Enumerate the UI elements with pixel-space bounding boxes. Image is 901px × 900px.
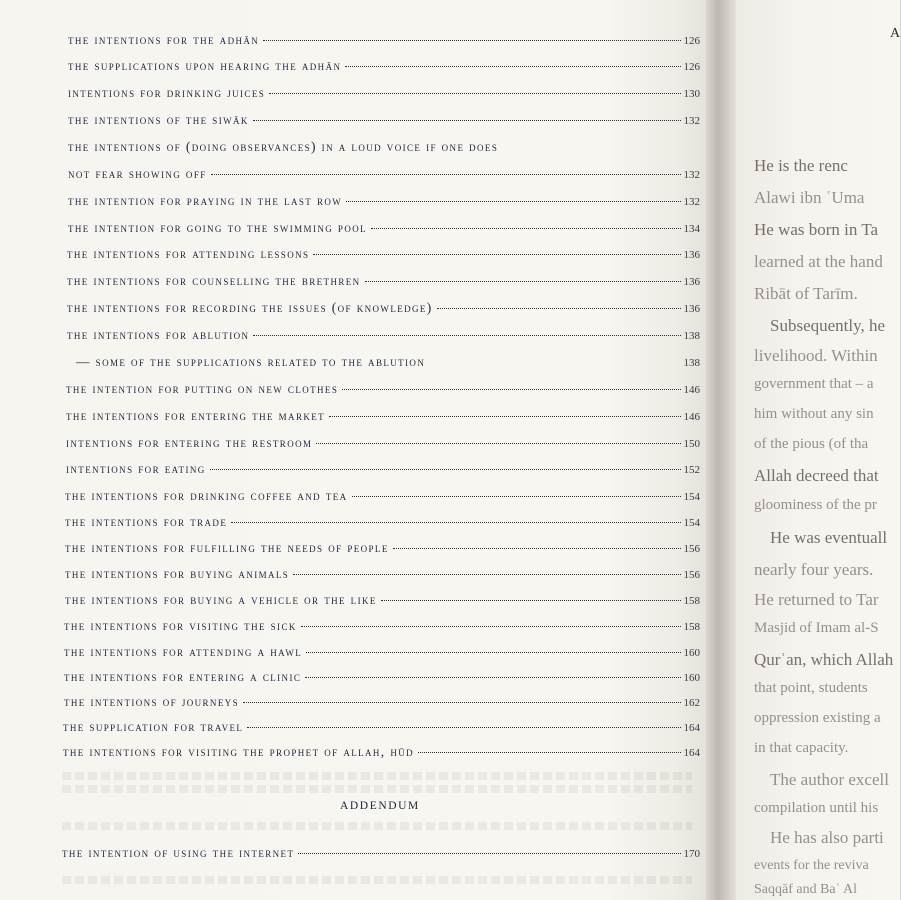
toc-entry-label: the intentions for attending lessons <box>67 246 310 261</box>
toc-entry-label: the intentions for buying a vehicle or the like <box>65 592 377 607</box>
toc-entry-label-continued: not fear showing off <box>68 166 207 181</box>
dot-leader <box>393 548 681 549</box>
toc-entry-page: 136 <box>683 303 700 315</box>
body-line: in that capacity. <box>754 740 849 756</box>
dot-leader <box>371 228 680 229</box>
toc-entry-page: 160 <box>683 672 700 684</box>
toc-entry-page: 170 <box>683 848 700 860</box>
toc-entry[interactable] <box>66 435 700 457</box>
toc-entry-label: the intentions for visiting the sick <box>64 618 297 633</box>
body-line: He returned to Tar <box>754 590 879 609</box>
toc-entry-page: 132 <box>683 115 700 127</box>
toc-entry-page: 156 <box>683 543 700 555</box>
toc-entry-label: the intention for praying in the last row <box>68 193 343 208</box>
toc-entry[interactable] <box>64 669 700 691</box>
right-page <box>736 0 900 900</box>
toc-entry-page: 136 <box>683 249 700 261</box>
toc-entry-label: intentions for drinking juices <box>68 85 266 100</box>
body-line: compilation until his <box>754 800 879 816</box>
dot-leader <box>263 40 680 41</box>
show-through-text <box>62 876 692 884</box>
toc-entry-page: 138 <box>683 357 700 369</box>
toc-entry-page: 132 <box>683 196 700 208</box>
toc-entry[interactable] <box>66 408 700 430</box>
toc-entry[interactable] <box>66 381 700 403</box>
toc-entry[interactable] <box>68 112 700 134</box>
dot-leader <box>253 335 680 336</box>
toc-entry[interactable] <box>64 618 700 640</box>
body-line: nearly four years. <box>754 560 874 579</box>
dot-leader <box>345 66 680 67</box>
toc-entry-page: 158 <box>683 595 700 607</box>
toc-entry-first-line[interactable] <box>68 139 700 161</box>
body-line: Qurʾan, which Allah <box>754 650 894 669</box>
dot-leader <box>305 677 680 678</box>
dot-leader <box>298 853 680 854</box>
toc-entry-label: the intentions of the siwāk <box>68 112 249 127</box>
dot-leader <box>346 201 680 202</box>
dot-leader <box>329 416 680 417</box>
toc-entry-label: the intentions for counselling the brethren <box>67 273 361 288</box>
toc-entry[interactable] <box>68 220 700 242</box>
body-line: Saqqāf and Baʿ Al <box>754 882 858 897</box>
toc-entry-page: 154 <box>683 517 700 529</box>
body-line: Masjid of Imam al-S <box>754 620 879 636</box>
body-line: Alawi ibn ʿUma <box>754 188 865 207</box>
dot-leader <box>269 93 680 94</box>
body-line: him without any sin <box>754 406 874 422</box>
body-line: gloominess of the pr <box>754 497 877 513</box>
toc-entry-page: 138 <box>683 330 700 342</box>
toc-entry-label: the intentions for recording the issues (of knowledge) <box>67 300 433 315</box>
toc-entry-label: the intentions for drinking coffee and tea <box>65 488 348 503</box>
toc-entry-label: the supplications upon hearing the adhān <box>68 58 342 73</box>
toc-entry[interactable] <box>65 592 700 614</box>
dot-leader <box>306 652 680 653</box>
toc-subentry-label: — some of the supplications related to the ablution <box>76 354 426 369</box>
toc-entry-label: the intentions for fulfilling the needs of people <box>65 540 389 555</box>
body-line: oppression existing a <box>754 710 881 726</box>
body-line: Ribāt of Tarīm. <box>754 284 858 303</box>
toc-entry-label: the intentions of journeys <box>64 694 240 709</box>
body-line: learned at the hand <box>754 252 883 271</box>
toc-entry-page: 126 <box>683 61 700 73</box>
toc-entry-label: the intentions for attending a hawl <box>64 644 303 659</box>
toc-entry-label: the intentions for trade <box>65 514 228 529</box>
toc-entry[interactable] <box>63 719 700 741</box>
toc-entry-page: 134 <box>683 223 700 235</box>
toc-entry-label: the intention for going to the swimming pool <box>68 220 368 235</box>
toc-entry-page: 126 <box>683 35 700 47</box>
toc-entry-label: intentions for entering the restroom <box>66 435 313 450</box>
toc-entry[interactable] <box>67 300 700 322</box>
toc-entry[interactable] <box>65 488 700 510</box>
body-line: He was eventuall <box>770 528 888 547</box>
dot-leader <box>342 389 680 390</box>
toc-entry[interactable] <box>68 85 700 107</box>
dot-leader <box>231 522 680 523</box>
dot-leader <box>316 443 680 444</box>
dot-leader <box>437 308 681 309</box>
body-line: livelihood. Within <box>754 346 878 365</box>
toc-entry-label: the intentions for the adhān <box>68 32 260 47</box>
body-line: The author excell <box>770 770 889 789</box>
toc-entry-page: 132 <box>683 169 700 181</box>
toc-entry-label: the intentions for entering the market <box>66 408 326 423</box>
toc-entry-label: the intentions for entering a clinic <box>64 669 302 684</box>
toc-entry-page: 164 <box>683 747 700 759</box>
toc-entry-page: 160 <box>683 647 700 659</box>
toc-entry-page: 150 <box>683 438 700 450</box>
toc-entry[interactable] <box>68 32 700 54</box>
running-header: A <box>890 26 901 41</box>
toc-entry-label: the intention of using the internet <box>62 845 295 860</box>
toc-entry[interactable] <box>64 694 700 716</box>
toc-entry-label: the intentions for visiting the prophet of allah, hūd <box>63 744 415 759</box>
body-line: events for the reviva <box>754 858 869 873</box>
dot-leader <box>418 752 680 753</box>
toc-entry-page: 146 <box>683 411 700 423</box>
toc-entry-page: 136 <box>683 276 700 288</box>
body-line: of the pious (of tha <box>754 436 869 452</box>
body-line: He is the renc <box>754 156 848 175</box>
toc-entry-label: intentions for eating <box>66 461 206 476</box>
body-line: that point, students <box>754 680 868 696</box>
toc-entry-page: 146 <box>683 384 700 396</box>
toc-entry-page: 164 <box>683 722 700 734</box>
toc-entry[interactable] <box>65 514 700 536</box>
toc-entry-page: 156 <box>683 569 700 581</box>
toc-entry-label: the intentions of (doing observances) in a loud voice if one does <box>68 139 499 154</box>
toc-entry[interactable] <box>64 644 700 666</box>
show-through-text <box>62 772 692 780</box>
toc-entry-label: the intention for putting on new clothes <box>66 381 339 396</box>
show-through-text <box>62 785 692 793</box>
dot-leader <box>313 254 680 255</box>
dot-leader <box>243 702 680 703</box>
toc-entry[interactable] <box>65 566 700 588</box>
toc-entry-label: the intentions for ablution <box>67 327 250 342</box>
toc-entry[interactable] <box>65 540 700 562</box>
body-line: He was born in Ta <box>754 220 879 239</box>
toc-entry[interactable] <box>68 166 700 188</box>
toc-entry[interactable] <box>67 246 700 268</box>
body-line: Subsequently, he <box>770 316 886 335</box>
toc-entry-page: 162 <box>683 697 700 709</box>
toc-entry-label: the supplication for travel <box>63 719 244 734</box>
dot-leader <box>253 120 681 121</box>
addendum-heading: ADDENDUM <box>340 800 420 812</box>
toc-entry-page: 152 <box>683 464 700 476</box>
toc-entry-addendum[interactable] <box>62 845 700 867</box>
toc-entry[interactable] <box>68 193 700 215</box>
dot-leader <box>301 626 681 627</box>
body-line: government that – a <box>754 376 874 392</box>
toc-entry-page: 130 <box>683 88 700 100</box>
dot-leader <box>381 600 681 601</box>
body-line: He has also parti <box>770 828 884 847</box>
toc-entry[interactable] <box>63 744 700 766</box>
dot-leader <box>211 174 681 175</box>
dot-leader <box>247 727 680 728</box>
dot-leader <box>210 469 681 470</box>
toc-entry-label: the intentions for buying animals <box>65 566 290 581</box>
body-line: Allah decreed that <box>754 466 879 485</box>
toc-entry-page: 158 <box>683 621 700 633</box>
toc-subentry[interactable] <box>76 354 700 376</box>
dot-leader <box>293 574 680 575</box>
toc-entry[interactable] <box>67 327 700 349</box>
toc-entry[interactable] <box>67 273 700 295</box>
toc-entry-page: 154 <box>683 491 700 503</box>
dot-leader <box>365 281 681 282</box>
toc-entry[interactable] <box>68 58 700 80</box>
dot-leader <box>352 496 681 497</box>
toc-entry[interactable] <box>66 461 700 483</box>
show-through-text <box>62 822 692 830</box>
